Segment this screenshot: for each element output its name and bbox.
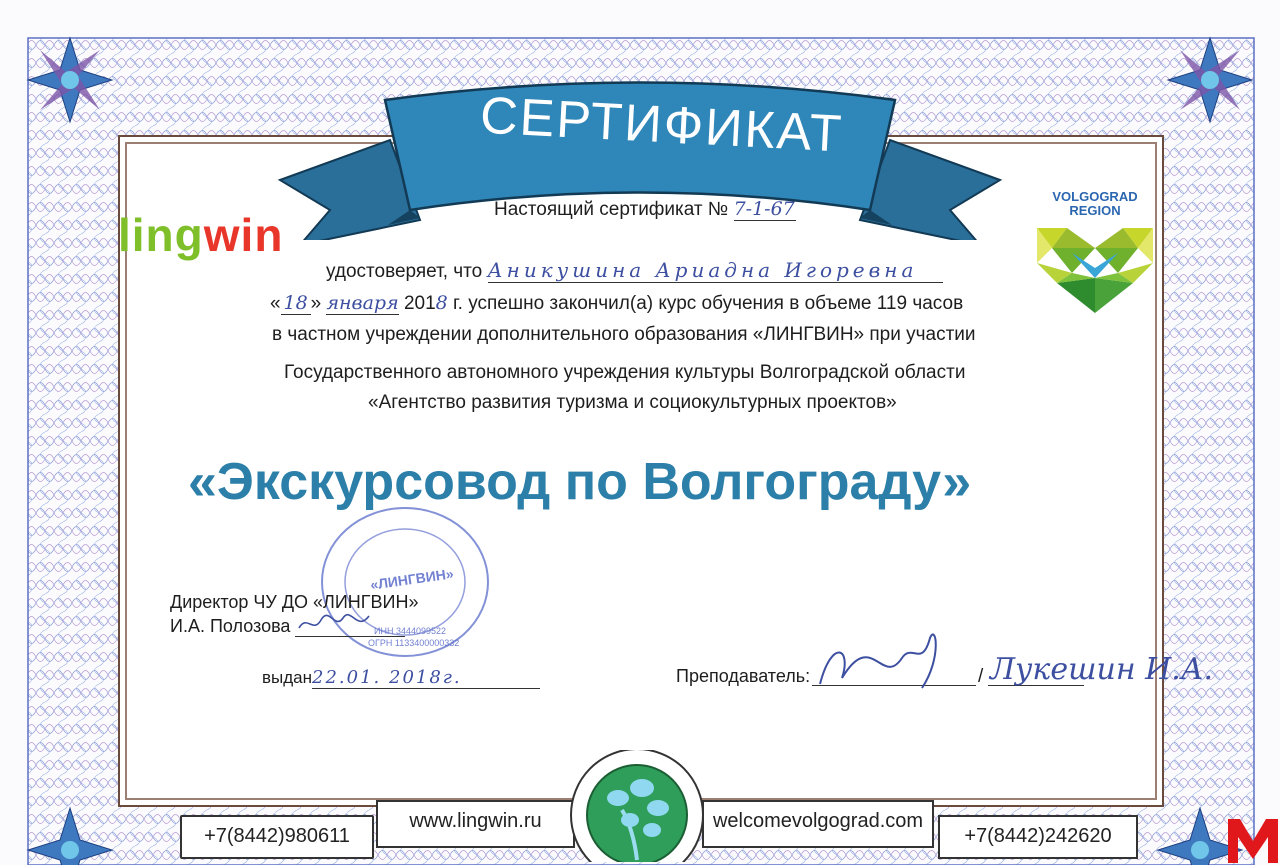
- corner-ornament-tr: [1168, 38, 1252, 122]
- stamp-center-text: «ЛИНГВИН»: [369, 565, 455, 593]
- volgograd-region-logo: VOLGOGRAD REGION: [1030, 190, 1160, 323]
- phone-left: +7(8442)980611: [180, 815, 374, 859]
- completion-month: января: [326, 292, 399, 314]
- issued-date: 22.01. 2018г.: [312, 667, 540, 689]
- heart-mosaic-icon: [1032, 218, 1158, 318]
- completion-date-line: [270, 292, 963, 315]
- lingwin-logo: lingwin: [118, 209, 284, 261]
- director-title: Директор ЧУ ДО «ЛИНГВИН»: [170, 592, 419, 612]
- issued-label: выдан: [262, 668, 313, 687]
- certificate-number-label: Настоящий сертификат №: [494, 199, 729, 220]
- body-line-1: в частном учреждении дополнительного образования «ЛИНГВИН» при участии: [272, 324, 976, 345]
- corner-ornament-tl: [28, 38, 112, 122]
- body-line-3: «Агентство развития туризма и социокультурных проектов»: [368, 392, 897, 413]
- phone-right: +7(8442)242620: [938, 815, 1138, 859]
- certifies-label: удостоверяет, что: [326, 261, 483, 282]
- certifies-line: [326, 258, 943, 283]
- year-suffix: 8: [435, 292, 448, 314]
- certificate-number-line: [494, 198, 796, 221]
- completion-text: г. успешно закончил(а) курс обучения в объеме 119 часов: [453, 293, 964, 314]
- quote-open: «: [270, 293, 281, 314]
- completion-day: 18: [281, 292, 311, 315]
- website-left: www.lingwin.ru: [376, 800, 575, 848]
- teacher-slash: /: [978, 666, 984, 687]
- body-line-2: Государственного автономного учреждения культуры Волгоградской области: [284, 362, 966, 383]
- director-signature: [295, 608, 375, 638]
- year-prefix: 201: [403, 293, 436, 314]
- teacher-name: Лукешин И.А.: [990, 652, 1214, 687]
- course-title: «Экскурсовод по Волгограду»: [188, 453, 972, 511]
- watermark-logo: [1226, 815, 1280, 865]
- director-name: И.А. Полозова: [170, 616, 291, 636]
- certificate-number-value: 7-1-67: [733, 198, 795, 220]
- quote-close: »: [310, 293, 322, 314]
- certificate-title: СЕРТИФИКАТ: [478, 86, 845, 164]
- recipient-name: Аникушина Ариадна Игоревна: [488, 258, 943, 283]
- stamp-inn: ИНН 3444099522: [374, 626, 447, 636]
- teacher-label: Преподаватель:: [676, 666, 811, 686]
- stamp-ogrn: ОГРН 1133400000332: [368, 638, 460, 648]
- tree-emblem: [570, 750, 705, 862]
- issued-line: [262, 667, 540, 689]
- teacher-signature: [812, 618, 952, 696]
- website-right: welcomevolgograd.com: [702, 800, 934, 848]
